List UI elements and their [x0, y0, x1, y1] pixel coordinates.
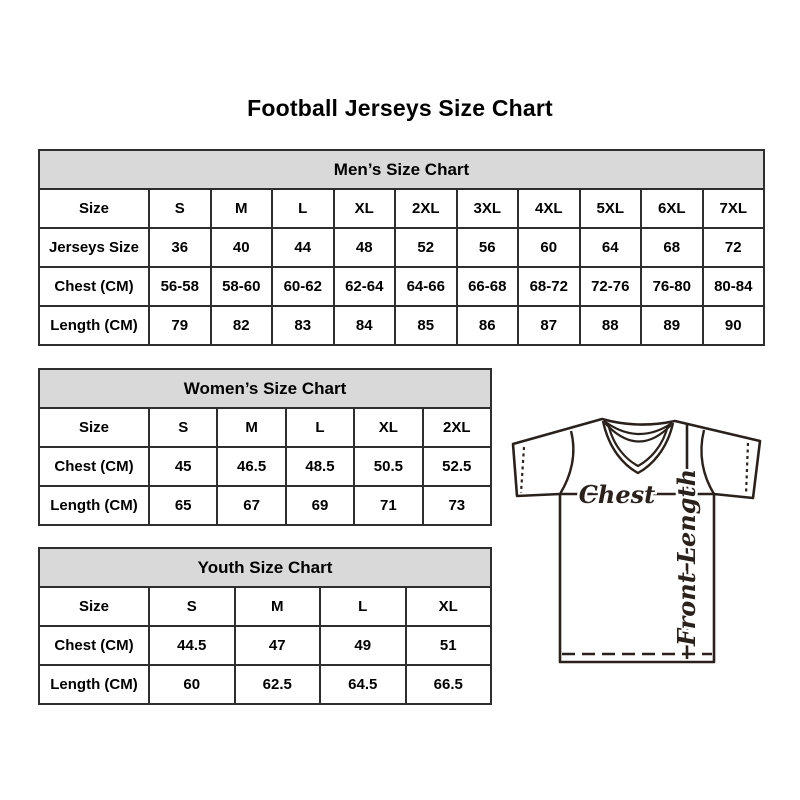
value-cell: 72-76: [580, 267, 642, 306]
youth-size-table: [38, 547, 492, 705]
value-cell: 2XL: [395, 189, 457, 228]
jersey-outline: [513, 419, 760, 662]
value-cell: M: [211, 189, 273, 228]
value-cell: 85: [395, 306, 457, 345]
value-cell: 50.5: [354, 447, 422, 486]
table-row: [39, 189, 764, 228]
value-cell: 79: [149, 306, 211, 345]
front-length-label: Front Length: [672, 468, 701, 646]
value-cell: 2XL: [423, 408, 491, 447]
value-cell: 90: [703, 306, 765, 345]
value-cell: S: [149, 587, 235, 626]
row-label: Jerseys Size: [39, 228, 149, 267]
value-cell: 3XL: [457, 189, 519, 228]
value-cell: 48: [334, 228, 396, 267]
value-cell: 56-58: [149, 267, 211, 306]
value-cell: 64: [580, 228, 642, 267]
value-cell: 48.5: [286, 447, 354, 486]
jersey-measurement-diagram: [503, 406, 775, 670]
value-cell: 46.5: [217, 447, 285, 486]
value-cell: 68: [641, 228, 703, 267]
value-cell: L: [320, 587, 406, 626]
value-cell: 64.5: [320, 665, 406, 704]
table-row: [39, 306, 764, 345]
table-row: [39, 587, 491, 626]
row-label: Chest (CM): [39, 447, 149, 486]
value-cell: 83: [272, 306, 334, 345]
mens-size-table: [38, 149, 765, 346]
value-cell: 7XL: [703, 189, 765, 228]
value-cell: 4XL: [518, 189, 580, 228]
value-cell: 60: [518, 228, 580, 267]
table-row: [39, 665, 491, 704]
value-cell: 56: [457, 228, 519, 267]
value-cell: L: [286, 408, 354, 447]
value-cell: 36: [149, 228, 211, 267]
value-cell: 62.5: [235, 665, 321, 704]
row-label: Size: [39, 587, 149, 626]
value-cell: 89: [641, 306, 703, 345]
value-cell: 68-72: [518, 267, 580, 306]
value-cell: 47: [235, 626, 321, 665]
value-cell: 51: [406, 626, 492, 665]
table-title: Youth Size Chart: [39, 548, 491, 587]
value-cell: M: [217, 408, 285, 447]
table-title-row: [39, 150, 764, 189]
table-row: [39, 408, 491, 447]
value-cell: S: [149, 189, 211, 228]
value-cell: 86: [457, 306, 519, 345]
value-cell: 60: [149, 665, 235, 704]
value-cell: L: [272, 189, 334, 228]
value-cell: 73: [423, 486, 491, 525]
row-label: Chest (CM): [39, 267, 149, 306]
value-cell: 69: [286, 486, 354, 525]
value-cell: 52: [395, 228, 457, 267]
table-title: Men’s Size Chart: [39, 150, 764, 189]
value-cell: XL: [406, 587, 492, 626]
page-title: Football Jerseys Size Chart: [247, 95, 553, 121]
row-label: Size: [39, 408, 149, 447]
value-cell: 72: [703, 228, 765, 267]
value-cell: 5XL: [580, 189, 642, 228]
value-cell: 84: [334, 306, 396, 345]
value-cell: 6XL: [641, 189, 703, 228]
table-row: [39, 267, 764, 306]
value-cell: 87: [518, 306, 580, 345]
value-cell: 82: [211, 306, 273, 345]
value-cell: M: [235, 587, 321, 626]
table-row: [39, 486, 491, 525]
value-cell: 67: [217, 486, 285, 525]
row-label: Size: [39, 189, 149, 228]
row-label: Chest (CM): [39, 626, 149, 665]
womens-size-table: [38, 368, 492, 526]
value-cell: XL: [334, 189, 396, 228]
value-cell: 52.5: [423, 447, 491, 486]
value-cell: XL: [354, 408, 422, 447]
value-cell: 58-60: [211, 267, 273, 306]
value-cell: 71: [354, 486, 422, 525]
table-row: [39, 626, 491, 665]
value-cell: 44: [272, 228, 334, 267]
value-cell: 88: [580, 306, 642, 345]
value-cell: 66-68: [457, 267, 519, 306]
value-cell: 80-84: [703, 267, 765, 306]
value-cell: 66.5: [406, 665, 492, 704]
value-cell: 44.5: [149, 626, 235, 665]
value-cell: 76-80: [641, 267, 703, 306]
chest-label: Chest: [578, 480, 656, 509]
value-cell: 64-66: [395, 267, 457, 306]
jersey-diagram-icon: [503, 406, 775, 670]
table-row: [39, 228, 764, 267]
table-title-row: [39, 548, 491, 587]
value-cell: 62-64: [334, 267, 396, 306]
value-cell: 40: [211, 228, 273, 267]
row-label: Length (CM): [39, 665, 149, 704]
row-label: Length (CM): [39, 306, 149, 345]
row-label: Length (CM): [39, 486, 149, 525]
value-cell: S: [149, 408, 217, 447]
value-cell: 60-62: [272, 267, 334, 306]
table-row: [39, 447, 491, 486]
value-cell: 49: [320, 626, 406, 665]
table-title: Women’s Size Chart: [39, 369, 491, 408]
value-cell: 45: [149, 447, 217, 486]
value-cell: 65: [149, 486, 217, 525]
table-title-row: [39, 369, 491, 408]
